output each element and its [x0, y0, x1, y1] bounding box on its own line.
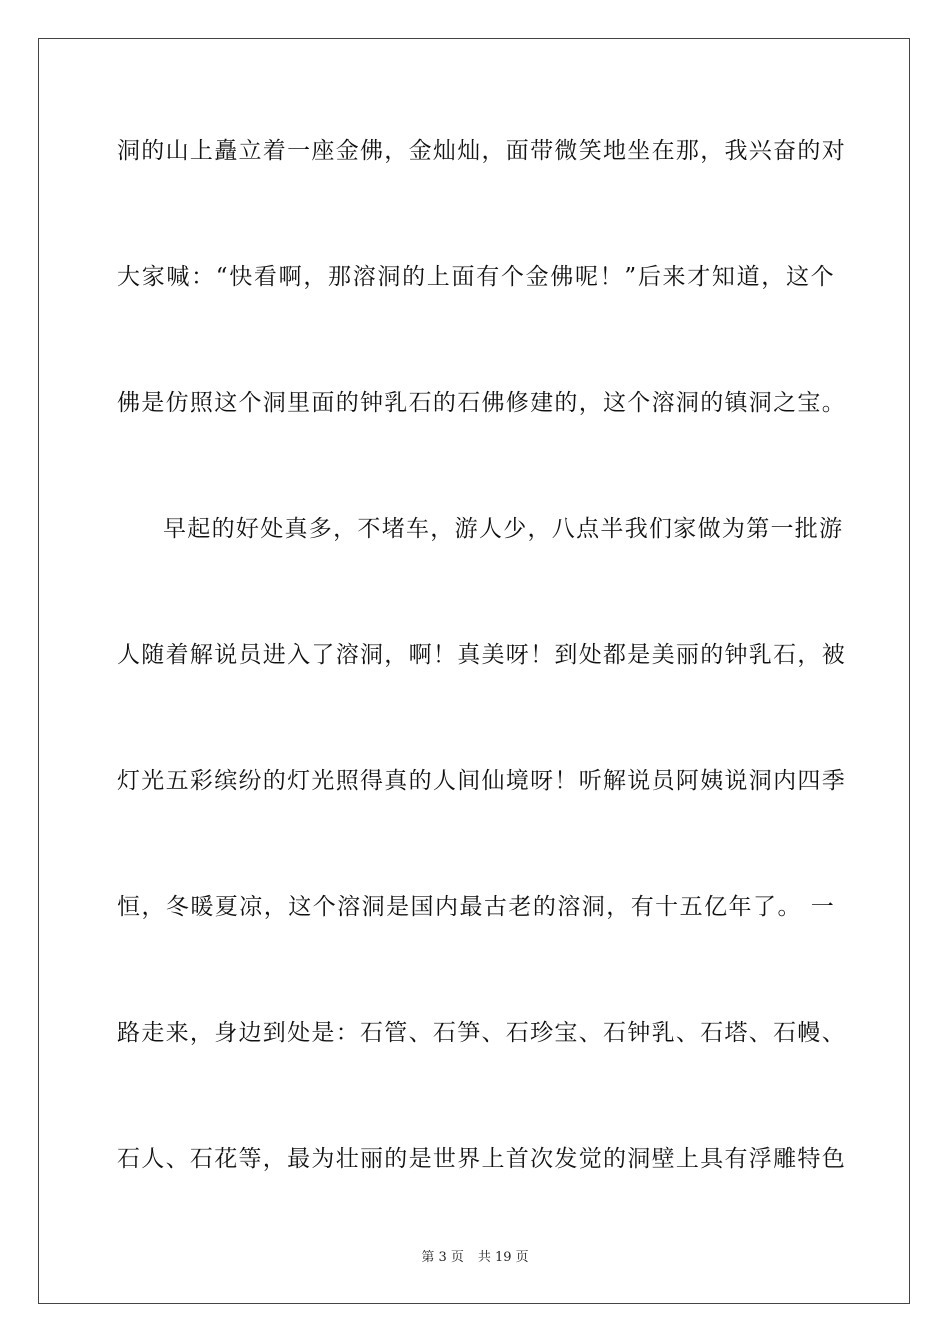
text-line: 灯光五彩缤纷的灯光照得真的人间仙境呀！听解说员阿姨说洞内四季: [117, 768, 846, 794]
text-line: 人随着解说员进入了溶洞，啊！真美呀！到处都是美丽的钟乳石，被: [117, 642, 846, 668]
text-line: 石人、石花等，最为壮丽的是世界上首次发觉的洞壁上具有浮雕特色: [117, 1146, 846, 1172]
page-footer: [0, 1246, 950, 1265]
page-number: 第 3 页: [421, 1250, 464, 1265]
text-line: 佛是仿照这个洞里面的钟乳石的石佛修建的，这个溶洞的镇洞之宝。: [117, 390, 846, 416]
text-line: 路走来，身边到处是：石管、石笋、石珍宝、石钟乳、石塔、石幔、: [117, 1020, 846, 1046]
document-body: [117, 130, 846, 1180]
total-pages: 共 19 页: [477, 1250, 529, 1265]
paragraph-start-line: 早起的好处真多，不堵车，游人少，八点半我们家做为第一批游: [163, 516, 844, 542]
text-line: 大家喊：“快看啊，那溶洞的上面有个金佛呢！”后来才知道，这个: [117, 264, 835, 290]
text-line: 恒，冬暖夏凉，这个溶洞是国内最古老的溶洞，有十五亿年了。 一: [117, 894, 835, 920]
text-line: 洞的山上矗立着一座金佛，金灿灿，面带微笑地坐在那，我兴奋的对: [117, 138, 846, 164]
